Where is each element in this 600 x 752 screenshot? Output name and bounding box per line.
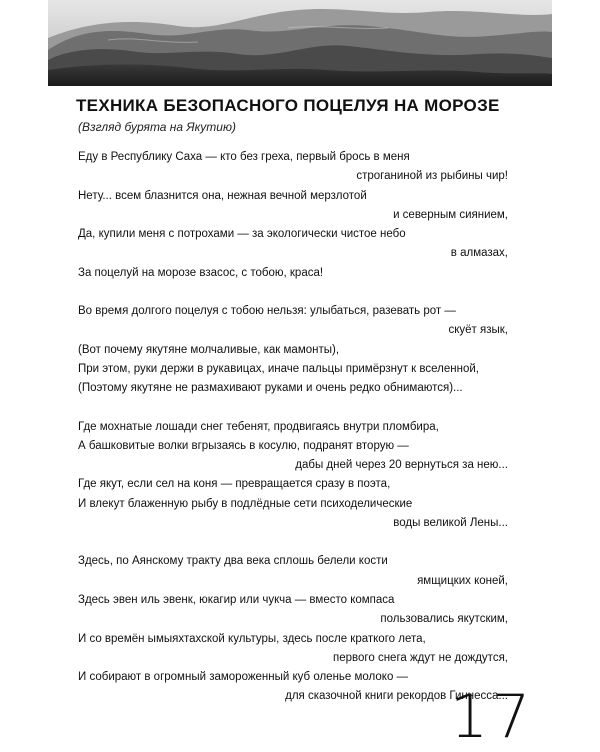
poem-line: Здесь эвен иль эвенк, юкагир или чукча — вместо компаса (78, 593, 395, 606)
poem-subtitle: (Взгляд бурята на Якутию) (78, 120, 236, 134)
poem-line: и северным сиянием, (393, 208, 508, 221)
poem-line: (Вот почему якутяне молчаливые, как мамонты), (78, 343, 340, 356)
poem-body (78, 148, 508, 726)
poem-title: ТЕХНИКА БЕЗОПАСНОГО ПОЦЕЛУЯ НА МОРОЗЕ (76, 96, 500, 115)
poem-line: Нету... всем блазнится она, нежная вечной мерзлотой (78, 189, 367, 202)
poem-line: При этом, руки держи в рукавицах, иначе пальцы примёрзнут к вселенной, (78, 362, 479, 375)
mountain-landscape-photo (48, 0, 552, 86)
poem-line: И со времён ымыяхтахской культуры, здесь после краткого лета, (78, 632, 426, 645)
poem-line: За поцелуй на морозе взасос, с тобою, краса! (78, 266, 324, 279)
poem-line: (Поэтому якутяне не размахивают руками и очень редко обнимаются)... (78, 382, 463, 395)
poem-line: строганиной из рыбины чир! (356, 170, 508, 183)
stanza (78, 418, 508, 534)
poem-line: пользовались якутским, (380, 613, 508, 626)
poem-line: Да, купили меня с потрохами — за экологически чистое небо (78, 228, 406, 241)
poem-line: ямщицких коней, (417, 574, 508, 587)
poem-line: в алмазах, (450, 247, 508, 260)
poem-line: для сказочной книги рекордов Гиннесса... (285, 690, 508, 703)
poem-line: Еду в Республику Саха — кто без греха, первый брось в меня (78, 151, 410, 163)
poem-line: скуёт язык, (448, 324, 508, 337)
poem-line: первого снега ждут не дождутся, (333, 651, 508, 664)
poem-line: Здесь, по Аянскому тракту два века сплошь белели кости (78, 555, 388, 568)
stanza (78, 552, 508, 706)
poem-line: А башковитые волки вгрызаясь в косулю, подранят вторую — (78, 439, 409, 452)
poem-line: Где якут, если сел на коня — превращается сразу в поэта, (78, 478, 391, 491)
poem-line: дабы дней через 20 вернуться за нею... (295, 459, 508, 472)
stanza (78, 148, 508, 283)
poem-line: Где мохнатые лошади снег тебенят, продвигаясь внутри пломбира, (78, 420, 439, 433)
poem-line: Во время долгого поцелуя с тобою нельзя: улыбаться, разевать рот — (78, 305, 456, 318)
poem-line: И собирают в огромный замороженный куб оленье молоко — (78, 671, 409, 684)
page-number: 17 (450, 682, 535, 752)
stanza (78, 302, 508, 398)
poem-line: И влекут блаженную рыбу в подлёдные сети психоделические (78, 497, 413, 510)
poem-line: воды великой Лены... (393, 517, 508, 530)
